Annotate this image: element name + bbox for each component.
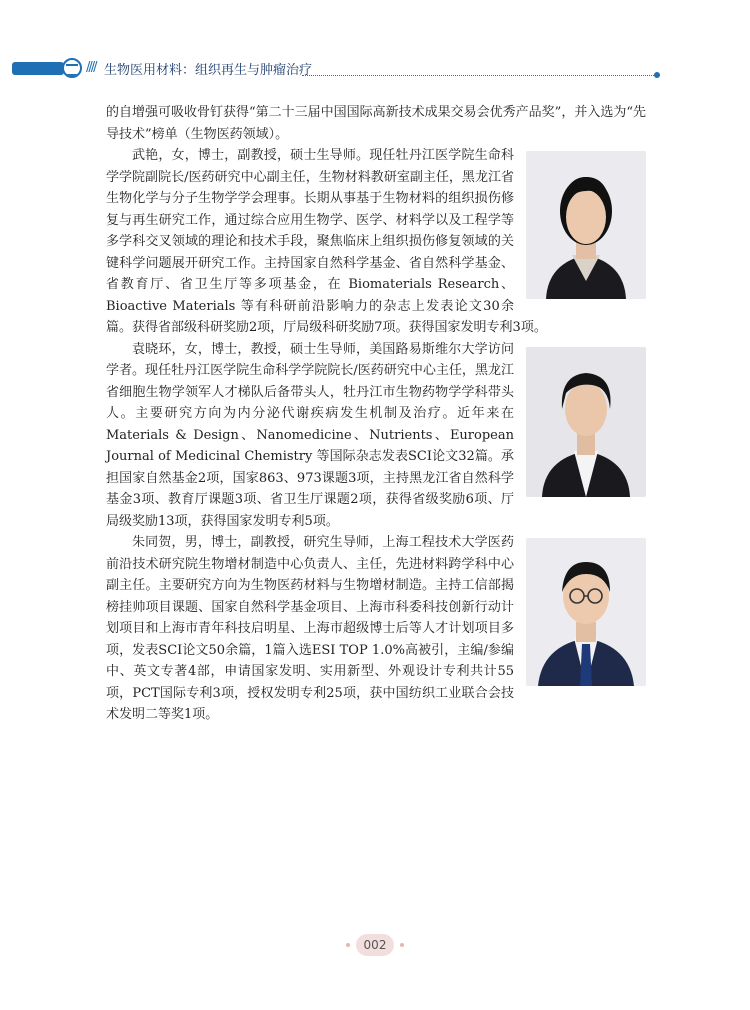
portrait-wu-yan [526, 151, 646, 299]
header-dot [654, 72, 660, 78]
portrait-yuan-xiaohuan [526, 347, 646, 497]
book-logo-icon [62, 58, 82, 78]
running-header [12, 58, 648, 80]
portrait-zhu-tonghe [526, 538, 646, 686]
paragraph-wu-yan: 武艳，女，博士，副教授，硕士生导师。现任牡丹江医学院生命科学学院副院长/医药研究中心副主任，生物材料教研室副主任，黑龙江省生物化学与分子生物学学会理事。长期从事基于生物材料的组织损伤修复与再生研究工作，通过综合应用生物学、医学、材料学以及工程学等多学科交叉领域的理论和技术手段，聚焦临床上组织损伤修复领域的关键科学问题展开研究工作。主持国家自然科学基金、省自然科学基金、省教育厅、省卫生厅等多项基金，在 Biomaterials Research、Bioactive Materials 等有科研前沿影响力的杂志上发表论文30余篇。获得省部级科研奖励2项，厅局级科研奖励7项。获得国家发明专利3项。 [106, 148, 547, 335]
header-slashes: //// [86, 60, 96, 75]
paragraph-zhu-tonghe: 朱同贺，男，博士，副教授，研究生导师，上海工程技术大学医药前沿技术研究院生物增材制造中心负责人、主任，先进材料跨学科中心副主任。主要研究方向为生物医药材料与生物增材制造。主持工信部揭榜挂帅项目课题、国家自然科学基金项目、上海市科委科技创新行动计划项目和上海市青年科技启明星、上海市超级博士后等人才计划项目多项，发表SCI论文50余篇，1篇入选ESI TOP 1.0%高被引，主编/参编中、英文专著4部，申请国家发明、实用新型、外观设计专利共计55项，PCT国际专利3项，授权发明专利25项，获中国纺织工业联合会技术发明二等奖1项。 [106, 535, 514, 722]
page-number-dot-left [346, 943, 350, 947]
paragraph-intro: 的自增强可吸收骨钉获得“第二十三届中国国际高新技术成果交易会优秀产品奖”，并入选为“先导技术”榜单（生物医药领域）。 [106, 105, 646, 142]
header-title: 生物医用材料：组织再生与肿瘤治疗 [104, 63, 313, 78]
header-dotted-line [302, 75, 654, 76]
page-number-dot-right [400, 943, 404, 947]
paragraph-yuan-xiaohuan: 袁晓环，女，博士，教授，硕士生导师，美国路易斯维尔大学访问学者。现任牡丹江医学院生命科学学院院长/医药研究中心主任，黑龙江省细胞生物学领军人才梯队后备带头人，牡丹江市生物药物学学科带头人。主要研究方向为内分泌代谢疾病发生机制及治疗。近年来在 Materials & Design、Nanomedicine、Nutrients、European Journal of Medicinal Chemistry 等国际杂志发表SCI论文32篇。承担国家自然基金2项，国家863、973课题3项，主持黑龙江省自然科学基金3项、教育厅课题3项、省卫生厅课题2项，获得省级奖励6项、厅局级奖励13项，获得国家发明专利5项。 [106, 341, 514, 529]
page-number: 002 [356, 934, 394, 956]
header-bar [12, 62, 64, 75]
page-content [106, 102, 646, 726]
